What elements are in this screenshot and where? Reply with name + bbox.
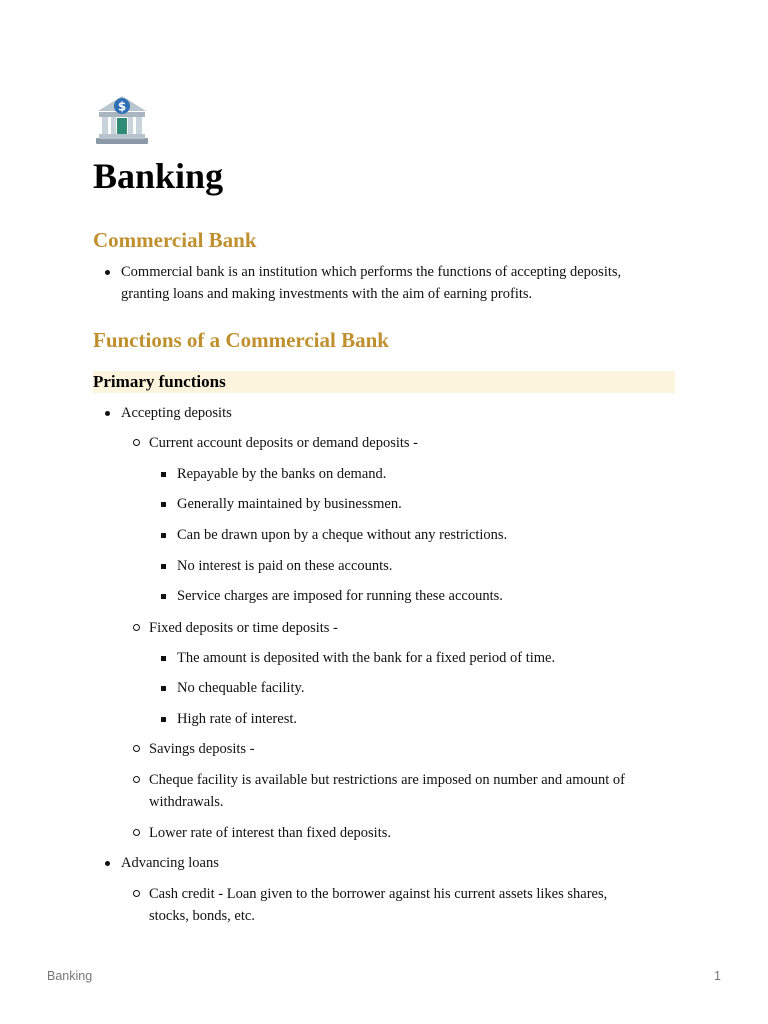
list-item: Can be drawn upon by a cheque without any restrictions. xyxy=(177,524,507,546)
list-item: Lower rate of interest than fixed deposits. xyxy=(149,822,391,844)
list-item-continuation: withdrawals. xyxy=(149,794,224,810)
bank-icon xyxy=(94,94,150,146)
section-heading-functions: Functions of a Commercial Bank xyxy=(93,328,389,352)
page-number: 1 xyxy=(714,969,721,983)
list-item: Accepting deposits xyxy=(121,402,232,424)
list-item: Advancing loans xyxy=(121,852,219,874)
list-item: The amount is deposited with the bank for a fixed period of time. xyxy=(177,647,555,669)
list-item: Cash credit - Loan given to the borrower against his current assets likes shares, xyxy=(149,883,607,905)
list-item-continuation: stocks, bonds, etc. xyxy=(149,908,255,924)
footer-title: Banking xyxy=(47,969,93,983)
list-item: Service charges are imposed for running these accounts. xyxy=(177,585,503,607)
list-item: Repayable by the banks on demand. xyxy=(177,463,386,485)
page-title: Banking xyxy=(93,156,224,196)
list-item: No interest is paid on these accounts. xyxy=(177,555,392,577)
section-heading-commercial-bank: Commercial Bank xyxy=(93,228,257,252)
list-item: Cheque facility is available but restrictions are imposed on number and amount of xyxy=(149,769,625,791)
list-item: High rate of interest. xyxy=(177,708,297,730)
list-item: Generally maintained by businessmen. xyxy=(177,493,402,515)
list-item: Commercial bank is an institution which performs the functions of accepting deposits, xyxy=(121,261,621,283)
list-item: Current account deposits or demand deposits - xyxy=(149,432,418,454)
subheading-primary-functions: Primary functions xyxy=(93,372,226,391)
svg-text:$: $ xyxy=(117,99,127,114)
list-item-continuation: granting loans and making investments with the aim of earning profits. xyxy=(121,286,533,302)
list-item: Fixed deposits or time deposits - xyxy=(149,617,338,639)
list-item: No chequable facility. xyxy=(177,677,305,699)
list-item: Savings deposits - xyxy=(149,738,255,760)
